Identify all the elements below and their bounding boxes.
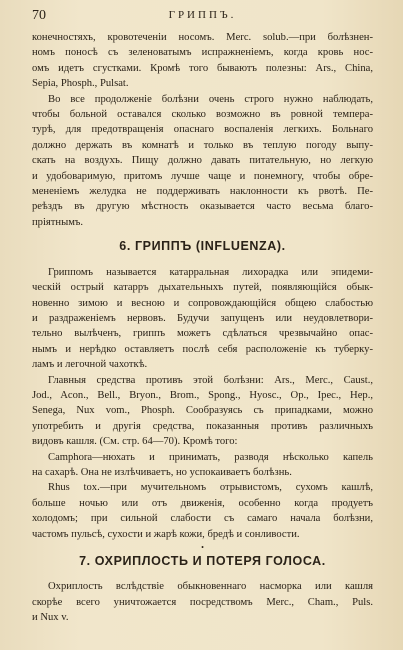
paragraph-definition [32,265,373,373]
text-line: скать на воздухъ. Пищу должно давать питательную, но легкую [32,155,373,167]
text-line: холодомъ; при сильной слабости съ самаго начала болѣзни, [32,513,373,525]
text-line: и Nux v. [32,612,69,624]
paragraph-continued [32,30,373,92]
text-line: употребить и другiя средства, показанныя противъ различныхъ [32,420,373,432]
text-line: конечностяхъ, кровотеченiи носомъ. Merc. solub.—при болѣзнен- [32,32,373,43]
running-header [32,5,373,25]
text-line: и удобоваримую, притомъ лучше чаще и понемногу, чтобы обре- [32,170,373,182]
text-line: нымъ и нерѣдко оставляетъ послѣ себя расположенiе къ туберку- [32,343,373,355]
text-line: на сахарѣ. Она не излѣчиваетъ, но успокаиваетъ болѣзнь. [32,466,292,478]
text-line: ческiй острый катарръ дыхательныхъ путей, появляющiйся обык- [32,282,373,294]
text-line: больше ночью или отъ движенiя, особенно когда продуетъ [32,497,373,509]
text-line: Охриплость вслѣдствiе обыкновеннаго насморка или кашля [48,581,373,593]
page-number: 70 [32,8,46,23]
text-line: номъ поносѣ съ зеленоватымъ испражненiемъ, когда кровь нос- [32,47,373,59]
text-line: тельно вылѣченъ, гриппъ можетъ сдѣлаться чрезвычайно опас- [32,328,373,340]
text-line: ламъ и легочной чахоткѣ. [32,359,148,371]
text-line: Camphora—нюхать и принимать, разводя нѣсколько капель [48,451,373,463]
text-line: чтобы больной оставался сколько возможно въ ровной темпера- [32,109,373,121]
page-body [32,30,373,626]
paragraph-remedies [32,373,373,450]
text-line: видовъ кашля. (См. стр. 64—70). Кромѣ того: [32,436,238,448]
text-line: реѣздъ въ другую мѣстность оказывается часто весьма благо- [32,201,373,213]
text-line: Rhus tox.—при мучительномъ отрывистомъ, сухомъ кашлѣ, [48,482,373,494]
text-line: частомъ пульсѣ, сухости и жарѣ кожи, бредѣ и сонливости. [32,528,300,540]
section-heading-hoarseness: 7. ОХРИПЛОСТЬ И ПОТЕРЯ ГОЛОСА. [79,554,326,568]
paragraph-care [32,92,373,231]
text-line: Главныя средства противъ этой болѣзни: Ars., Merc., Caust., [48,374,373,386]
text-line: прiятнымъ. [32,216,84,228]
text-line: Гриппомъ называется катарральная лихорадка или эпидеми- [48,266,373,278]
text-line: и раздраженiемъ нервовъ. Будучи запущенъ или неудовлетвори- [32,312,373,324]
paragraph-hoarseness [32,579,373,625]
text-line: Sepia, Phosph., Pulsat. [32,78,129,90]
running-title: ГРИППЪ. [168,9,237,21]
text-line: Senega, Nux vom., Phosph. Сообразуясь съ припадками, можно [32,405,373,417]
ornament-dot: • [201,543,204,552]
text-line: Во все продолженiе болѣзни очень строго нужно наблюдать, [48,93,373,105]
text-line: должно держать въ комнатѣ и только въ теплую погоду выпу- [32,139,373,151]
paragraph-camphora [32,450,373,481]
paragraph-rhus-tox [32,480,373,542]
text-line: скорѣе всего уничтожается посредствомъ Merc., Cham., Puls. [32,596,373,608]
section-heading-influenza: 6. ГРИППЪ (INFLUENZA). [119,239,286,254]
text-line: мененiемъ желудка не поддерживать наклонности къ рвотѣ. Пе- [32,186,373,198]
text-line: Jod., Acon., Bell., Bryon., Brom., Spong., Hyosc., Op., Ipec., Hep., [32,389,373,401]
text-line: новенно зимою и весною и сопровождающiйся общею слабостью [32,297,373,309]
text-line: турѣ, для предотвращенiя опаснаго воспаленiя легкихъ. Больнаго [32,124,373,136]
text-line: омъ идетъ сгустками. Кромѣ того бываютъ полезны: Ars., China, [32,62,373,74]
